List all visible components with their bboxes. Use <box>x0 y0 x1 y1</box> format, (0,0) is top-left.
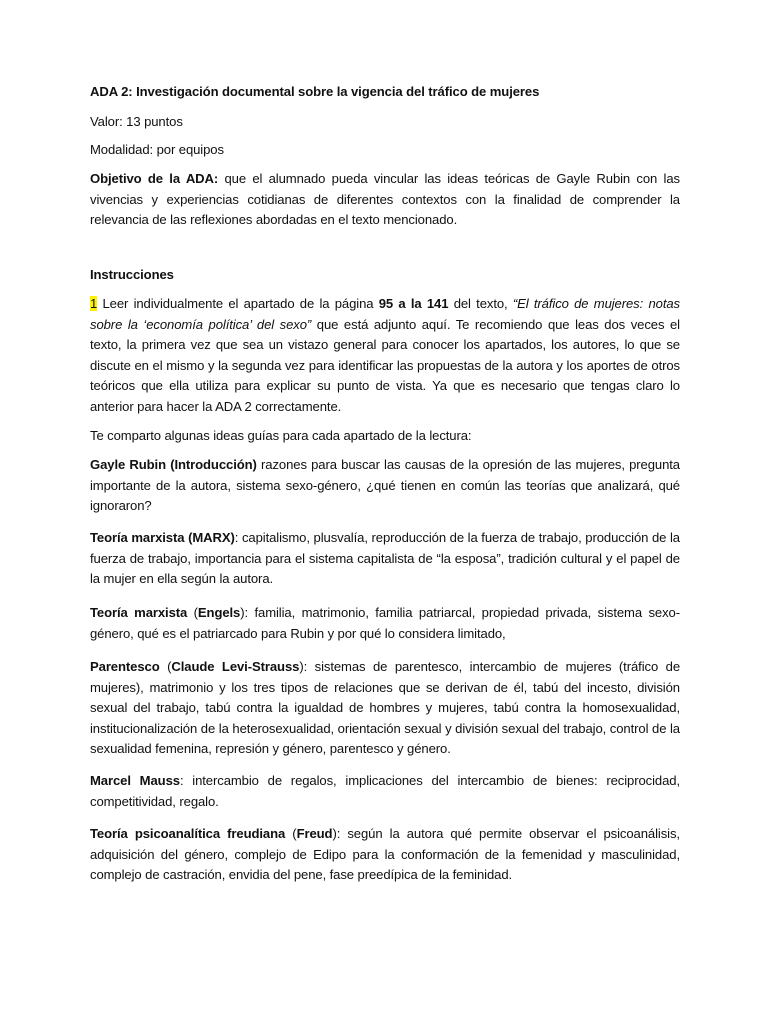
section-engels <box>90 603 680 644</box>
section-heading: Teoría marxista <box>90 605 188 620</box>
section-text: ): sistemas de parentesco, intercambio de mujeres (tráfico de mujeres), matrimonio y los tres tipos de relaciones que se derivan de él, tabú del incesto, división sexual del trabajo, tabú contra la igualdad de hombres y mujeres, tabú contra la homosexualidad, institucionalización de la heterosexualidad, orientación sexual y división sexual del trabajo, control de la sexualidad femenina, represión y género, parentesco y género. <box>90 659 680 756</box>
section-mauss <box>90 771 680 812</box>
section-levi-strauss <box>90 657 680 760</box>
section-paren: ( <box>159 659 172 674</box>
step-1-text-a: Leer individualmente el apartado de la página <box>97 296 379 311</box>
guides-intro: Te comparto algunas ideas guías para cada apartado de la lectura: <box>90 428 472 443</box>
section-paren: ( <box>285 826 297 841</box>
document-title: ADA 2: Investigación documental sobre la vigencia del tráfico de mujeres <box>90 84 540 99</box>
section-text: ): familia, matrimonio, familia patriarcal, propiedad privada, sistema sexo-género, qué es el patriarcado para Rubin y por qué lo considera limitado, <box>90 605 680 641</box>
step-1-paragraph <box>90 294 680 417</box>
section-author: Claude Levi-Strauss <box>171 659 300 674</box>
valor-line: Valor: 13 puntos <box>90 114 183 129</box>
section-paren: ( <box>187 605 198 620</box>
step-number-highlight: 1 <box>90 296 98 311</box>
section-gayle-rubin <box>90 455 680 517</box>
step-1-text-c: que está adjunto aquí. Te recomiendo que leas dos veces el texto, la primera vez que sea un vistazo general para conocer los apartados, los autores, lo que se discute en el mismo y la segunda vez para identificar las propuestas de la autora y los aportes de otros teóricos que ella utiliza para explicar su punto de vista. Ya que es necesario que tengas claro lo anterior para hacer la ADA 2 correctamente. <box>90 316 680 414</box>
section-heading: Gayle Rubin (Introducción) <box>90 457 257 472</box>
objetivo-paragraph <box>90 169 680 231</box>
modalidad-line: Modalidad: por equipos <box>90 142 224 157</box>
instrucciones-heading: Instrucciones <box>90 267 174 282</box>
section-text: : capitalismo, plusvalía, reproducción de la fuerza de trabajo, producción de la fuerza de trabajo, importancia para el sistema capitalista de “la esposa”, tradición cultural y el papel de la mujer en ella según la autora. <box>90 530 680 586</box>
section-text: : intercambio de regalos, implicaciones del intercambio de bienes: reciprocidad, competitividad, regalo. <box>90 773 680 809</box>
section-marx <box>90 528 680 590</box>
section-heading: Teoría psicoanalítica freudiana <box>90 826 286 841</box>
section-text: razones para buscar las causas de la opresión de las mujeres, pregunta importante de la autora, sistema sexo-género, ¿qué tienen en común las teorías que analizará, qué ignoraron? <box>90 457 680 513</box>
book-title: “El tráfico de mujeres: notas sobre la ‘economía política’ del sexo” <box>90 296 680 332</box>
step-1-text-b: del texto, <box>448 296 513 311</box>
section-author: Freud <box>296 826 333 841</box>
objetivo-label: Objetivo de la ADA: <box>90 171 219 186</box>
section-heading: Parentesco <box>90 659 160 674</box>
objetivo-text: que el alumnado pueda vincular las ideas teóricas de Gayle Rubin con las vivencias y experiencias cotidianas de diferentes contextos con la finalidad de comprender la relevancia de las reflexiones abordadas en el texto mencionado. <box>90 171 680 227</box>
pages-range: 95 a la 141 <box>378 296 449 311</box>
section-heading: Teoría marxista (MARX) <box>90 530 235 545</box>
section-heading: Marcel Mauss <box>90 773 180 788</box>
section-freud <box>90 824 680 886</box>
section-author: Engels <box>197 605 241 620</box>
section-text: ): según la autora qué permite observar el psicoanálisis, adquisición del género, complejo de Edipo para la conformación de la femenidad y masculinidad, complejo de castración, envidia del pene, fase preedípica de la feminidad. <box>90 826 680 882</box>
